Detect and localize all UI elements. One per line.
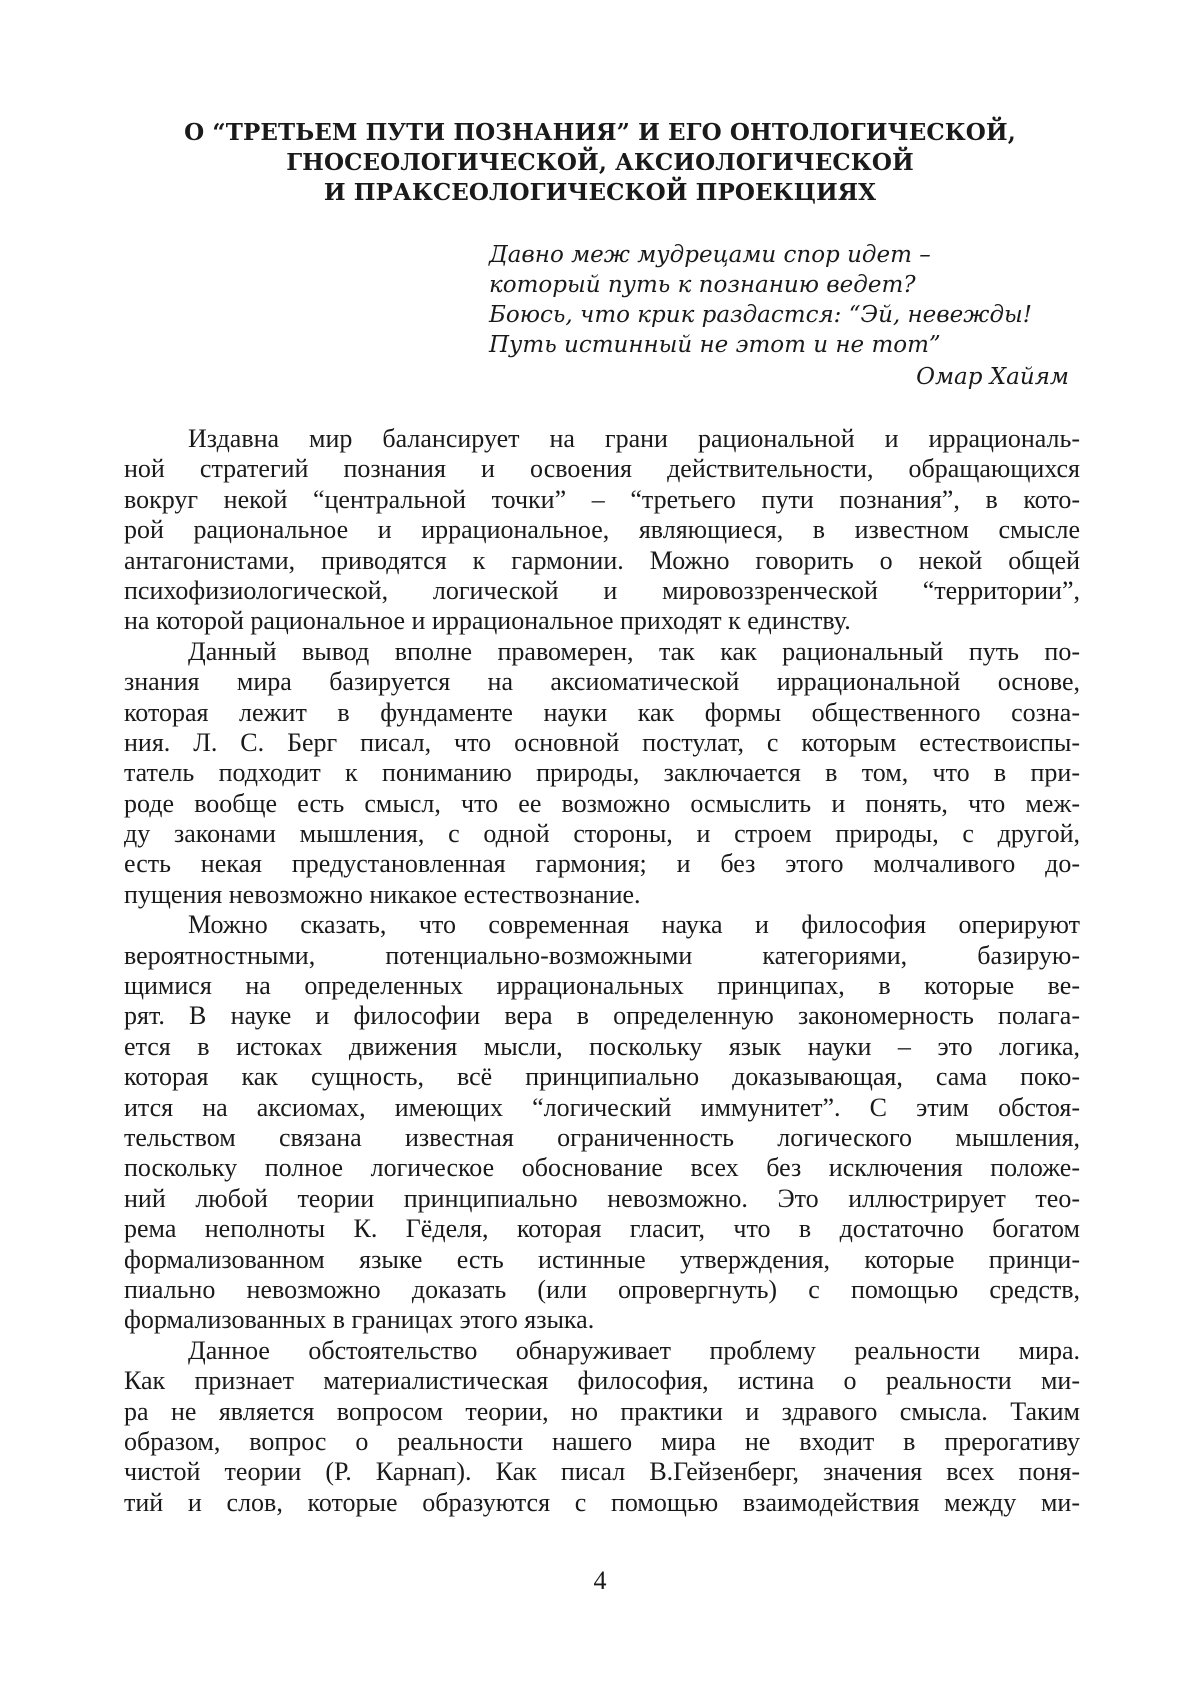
epigraph-author: Омар Хайям: [916, 364, 1069, 390]
text-line: ния. Л. С. Берг писал, что основной постулат, с которым естествоиспы-: [124, 727, 1080, 757]
text-line: тельством связана известная ограниченность логического мышления,: [124, 1122, 1080, 1152]
text-line: вокруг некой “центральной точки” – “третьего пути познания”, в кото-: [124, 484, 1080, 514]
page-number: 4: [593, 1566, 607, 1595]
text-line: рой рациональное и иррациональное, являющиеся, в известном смысле: [124, 515, 1080, 545]
text-line: Данный вывод вполне правомерен, так как рациональный путь по-: [188, 636, 1080, 666]
epigraph: [489, 240, 1069, 392]
text-line: роде вообще есть смысл, что ее возможно осмыслить и понять, что меж-: [124, 788, 1080, 818]
text-line: рема неполноты К. Гёделя, которая гласит, что в достаточно богатом: [124, 1214, 1080, 1244]
epigraph-line: Боюсь, что крик раздастся: “Эй, невежды!: [489, 302, 1032, 328]
text-line: пиально невозможно доказать (или опровергнуть) с помощью средств,: [124, 1274, 1080, 1304]
paragraph: [124, 910, 1080, 1335]
text-line: знания мира базируется на аксиоматической иррациональной основе,: [124, 667, 1080, 697]
title-line: ГНОСЕОЛОГИЧЕСКОЙ, АКСИОЛОГИЧЕСКОЙ: [286, 149, 914, 176]
text-line: ду законами мышления, с одной стороны, и строем природы, с другой,: [124, 819, 1080, 849]
text-line: на которой рациональное и иррациональное приходят к единству.: [124, 606, 851, 636]
text-line: ной стратегий познания и освоения действительности, обращающихся: [124, 454, 1080, 484]
text-line: психофизиологической, логической и мировоззренческой “территории”,: [124, 575, 1080, 605]
text-line: ется в истоках движения мысли, поскольку язык науки – это логика,: [124, 1031, 1080, 1061]
text-line: Данное обстоятельство обнаруживает проблему реальности мира.: [188, 1335, 1080, 1365]
text-line: Издавна мир балансирует на грани рациональной и иррациональ-: [188, 424, 1080, 453]
title-line: И ПРАКСЕОЛОГИЧЕСКОЙ ПРОЕКЦИЯХ: [323, 179, 877, 206]
text-line: поскольку полное логическое обоснование всех без исключения положе-: [124, 1153, 1080, 1183]
paragraph: [124, 424, 1080, 637]
epigraph-line: который путь к познанию ведет?: [489, 272, 916, 298]
body-text: [124, 424, 1080, 1518]
epigraph-line: Путь истинный не этот и не тот”: [489, 332, 941, 358]
paragraph: [124, 637, 1080, 911]
title-line: О “ТРЕТЬЕМ ПУТИ ПОЗНАНИЯ” И ЕГО ОНТОЛОГИЧЕСКОЙ,: [184, 119, 1016, 146]
text-line: чистой теории (Р. Карнап). Как писал В.Гейзенберг, значения всех поня-: [124, 1457, 1080, 1487]
text-line: образом, вопрос о реальности нашего мира не входит в прерогативу: [124, 1426, 1080, 1456]
text-line: ра не является вопросом теории, но практики и здравого смысла. Таким: [124, 1396, 1080, 1426]
text-line: которая лежит в фундаменте науки как формы общественного созна-: [124, 697, 1080, 727]
text-line: ится на аксиомах, имеющих “логический иммунитет”. С этим обстоя-: [124, 1092, 1080, 1122]
text-line: есть некая предустановленная гармония; и без этого молчаливого до-: [124, 849, 1080, 879]
text-line: тий и слов, которые образуются с помощью взаимодействия между ми-: [124, 1487, 1080, 1517]
text-line: щимися на определенных иррациональных принципах, в которые ве-: [124, 971, 1080, 1001]
text-line: формализованных в границах этого языка.: [124, 1305, 595, 1335]
text-line: которая как сущность, всё принципиально доказывающая, сама поко-: [124, 1062, 1080, 1092]
text-line: вероятностными, потенциально-возможными категориями, базирую-: [124, 940, 1080, 970]
text-line: ний любой теории принципиально невозможно. Это иллюстрирует тео-: [124, 1183, 1080, 1213]
article-title: [120, 118, 1080, 208]
text-line: рят. В науке и философии вера в определенную закономерность полага-: [124, 1001, 1080, 1031]
text-line: формализованном языке есть истинные утверждения, которые принци-: [124, 1244, 1080, 1274]
text-line: татель подходит к пониманию природы, заключается в том, что в при-: [124, 758, 1080, 788]
epigraph-line: Давно меж мудрецами спор идет –: [489, 242, 931, 268]
text-line: пущения невозможно никакое естествознание.: [124, 879, 641, 909]
text-line: Как признает материалистическая философия, истина о реальности ми-: [124, 1366, 1080, 1396]
text-line: антагонистами, приводятся к гармонии. Можно говорить о некой общей: [124, 545, 1080, 575]
paragraph: [124, 1336, 1080, 1518]
text-line: Можно сказать, что современная наука и философия оперируют: [188, 910, 1080, 940]
